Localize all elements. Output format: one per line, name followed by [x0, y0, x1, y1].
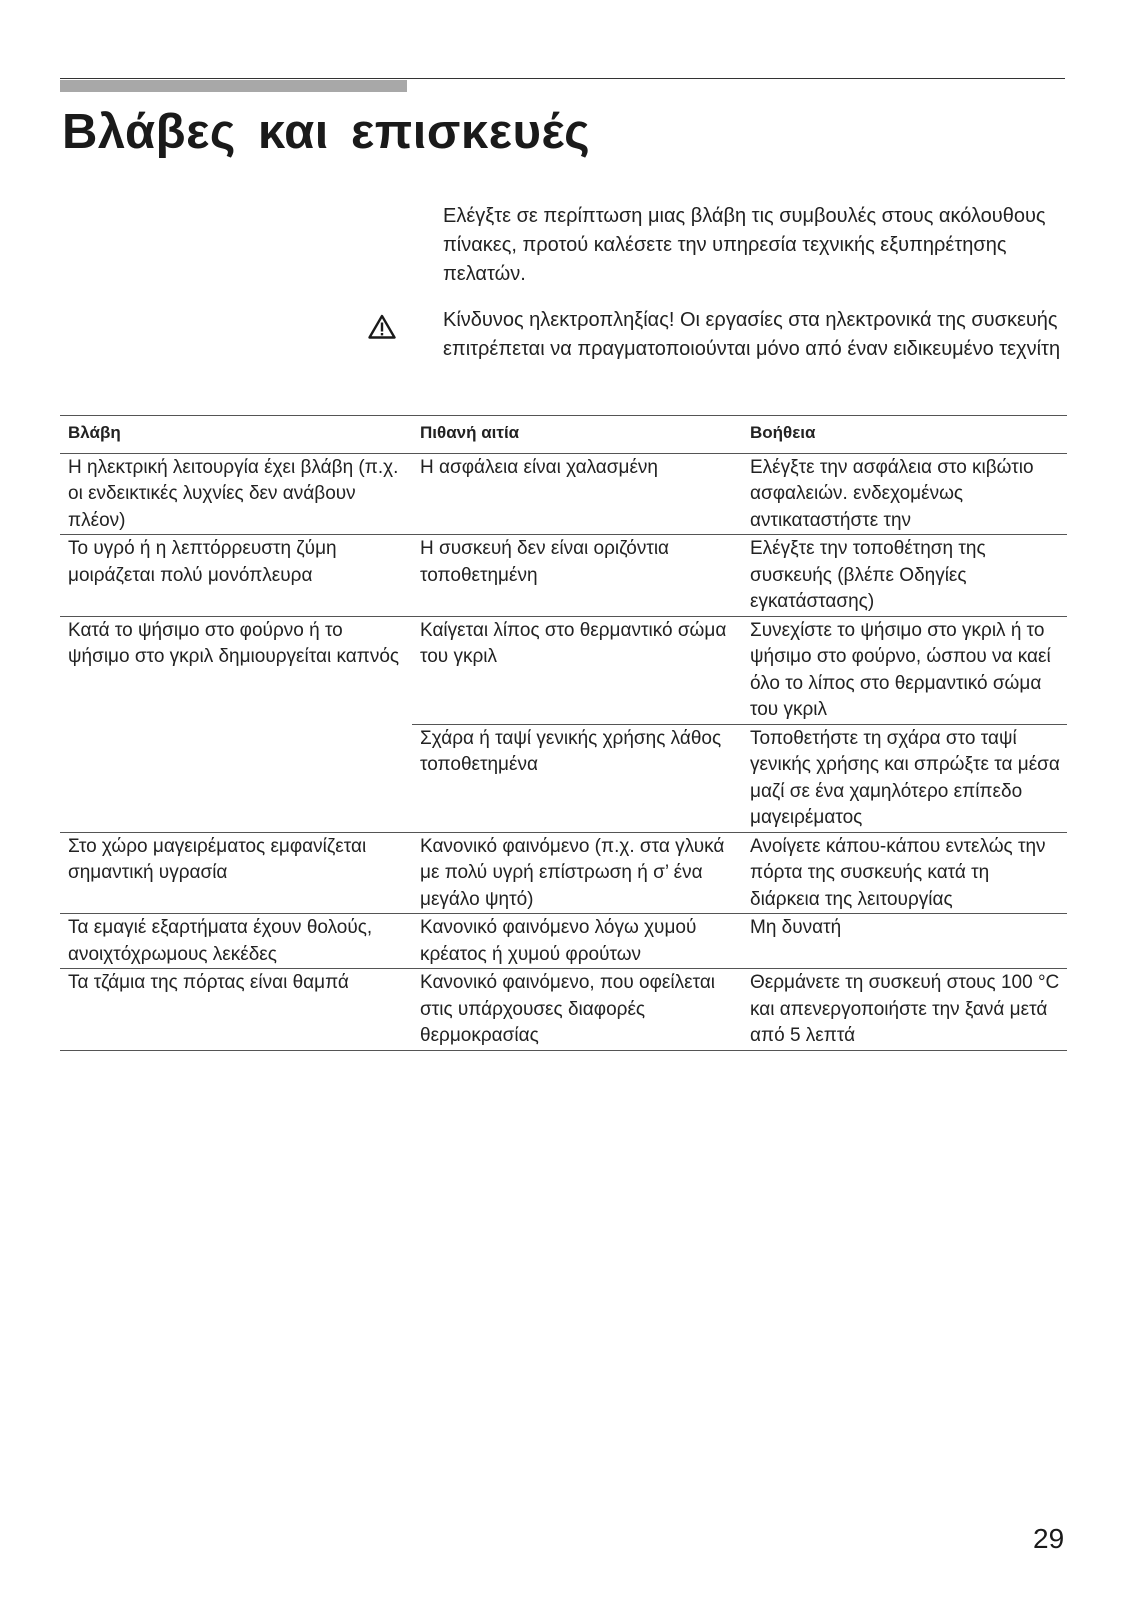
warning-paragraph: Κίνδυνος ηλεκτροπληξίας! Οι εργασίες στα ηλεκτρονικά της συσκευής επιτρέπεται να πραγματοποιούνται μόνο από έναν ειδικευμένο τεχνίτη [443, 309, 1061, 360]
remedy-cell: Μη δυνατή [742, 914, 1067, 969]
table-row [60, 616, 1067, 724]
remedy-cell: Τοποθετήστε τη σχάρα στο ταψί γενικής χρήσης και σπρώξτε τα μέσα μαζί σε ένα χαμηλότερο επίπεδο μαγειρέματος [742, 724, 1067, 832]
page-number: 29 [1033, 1523, 1065, 1554]
troubleshooting-table [60, 415, 1067, 1051]
table-row [60, 969, 1067, 1051]
table-header-row [60, 416, 1067, 454]
cause-cell: Κανονικό φαινόμενο, που οφείλεται στις υπάρχουσες διαφορές θερμοκρασίας [412, 969, 742, 1051]
remedy-cell: Συνεχίστε το ψήσιμο στο γκριλ ή το ψήσιμο στο φούρνο, ώσπου να καεί όλο το λίπος στο θερμαντικό σώμα του γκριλ [742, 616, 1067, 724]
column-header-remedy: Βοήθεια [742, 416, 1067, 454]
cause-cell: Σχάρα ή ταψί γενικής χρήσης λάθος τοποθετημένα [412, 724, 742, 832]
cause-cell: Καίγεται λίπος στο θερμαντικό σώμα του γκριλ [412, 616, 742, 724]
column-header-cause: Πιθανή αιτία [412, 416, 742, 454]
cause-cell: Κανονικό φαινόμενο (π.χ. στα γλυκά με πολύ υγρή επίστρωση ή σ’ ένα μεγάλο ψητό) [412, 832, 742, 914]
table-row [60, 535, 1067, 617]
remedy-cell: Θερμάνετε τη συσκευή στους 100 °C και απενεργοποιήστε την ξανά μετά από 5 λεπτά [742, 969, 1067, 1051]
table-row [60, 832, 1067, 914]
fault-cell: Το υγρό ή η λεπτόρρευστη ζύμη μοιράζεται πολύ μονόπλευρα [60, 535, 412, 617]
warning-triangle-icon [368, 314, 396, 339]
cause-cell: Κανονικό φαινόμενο λόγω χυμού κρέατος ή χυμού φρούτων [412, 914, 742, 969]
header-rule [60, 78, 1065, 79]
intro-paragraph: Ελέγξτε σε περίπτωση μιας βλάβη τις συμβουλές στους ακόλουθους πίνακες, προτού καλέσετε την υπηρεσία τεχνικής εξυπηρέτησης πελατών. [443, 205, 1046, 285]
column-header-fault: Βλάβη [60, 416, 412, 454]
table-row [60, 914, 1067, 969]
fault-cell: Η ηλεκτρική λειτουργία έχει βλάβη (π.χ. οι ενδεικτικές λυχνίες δεν ανάβουν πλέον) [60, 453, 412, 535]
remedy-cell: Ελέγξτε την τοποθέτηση της συσκευής (βλέπε Οδηγίες εγκατάστασης) [742, 535, 1067, 617]
fault-cell: Στο χώρο μαγειρέματος εμφανίζεται σημαντική υγρασία [60, 832, 412, 914]
table-row [60, 453, 1067, 535]
header-accent-bar [60, 80, 407, 92]
cause-cell: Η ασφάλεια είναι χαλασμένη [412, 453, 742, 535]
remedy-cell: Ανοίγετε κάπου-κάπου εντελώς την πόρτα της συσκευής κατά τη διάρκεια της λειτουργίας [742, 832, 1067, 914]
fault-cell: Τα εμαγιέ εξαρτήματα έχουν θολούς, ανοιχτόχρωμους λεκέδες [60, 914, 412, 969]
fault-cell [60, 724, 412, 832]
fault-cell: Κατά το ψήσιμο στο φούρνο ή το ψήσιμο στο γκριλ δημιουργείται καπνός [68, 619, 400, 667]
table-row [60, 724, 1067, 832]
remedy-cell: Ελέγξτε την ασφάλεια στο κιβώτιο ασφαλειών. ενδεχομένως αντικαταστήστε την [742, 453, 1067, 535]
cause-cell: Η συσκευή δεν είναι οριζόντια τοποθετημένη [412, 535, 742, 617]
fault-cell: Τα τζάμια της πόρτας είναι θαμπά [60, 969, 412, 1051]
page-title: Βλάβες και επισκευές [62, 105, 591, 159]
